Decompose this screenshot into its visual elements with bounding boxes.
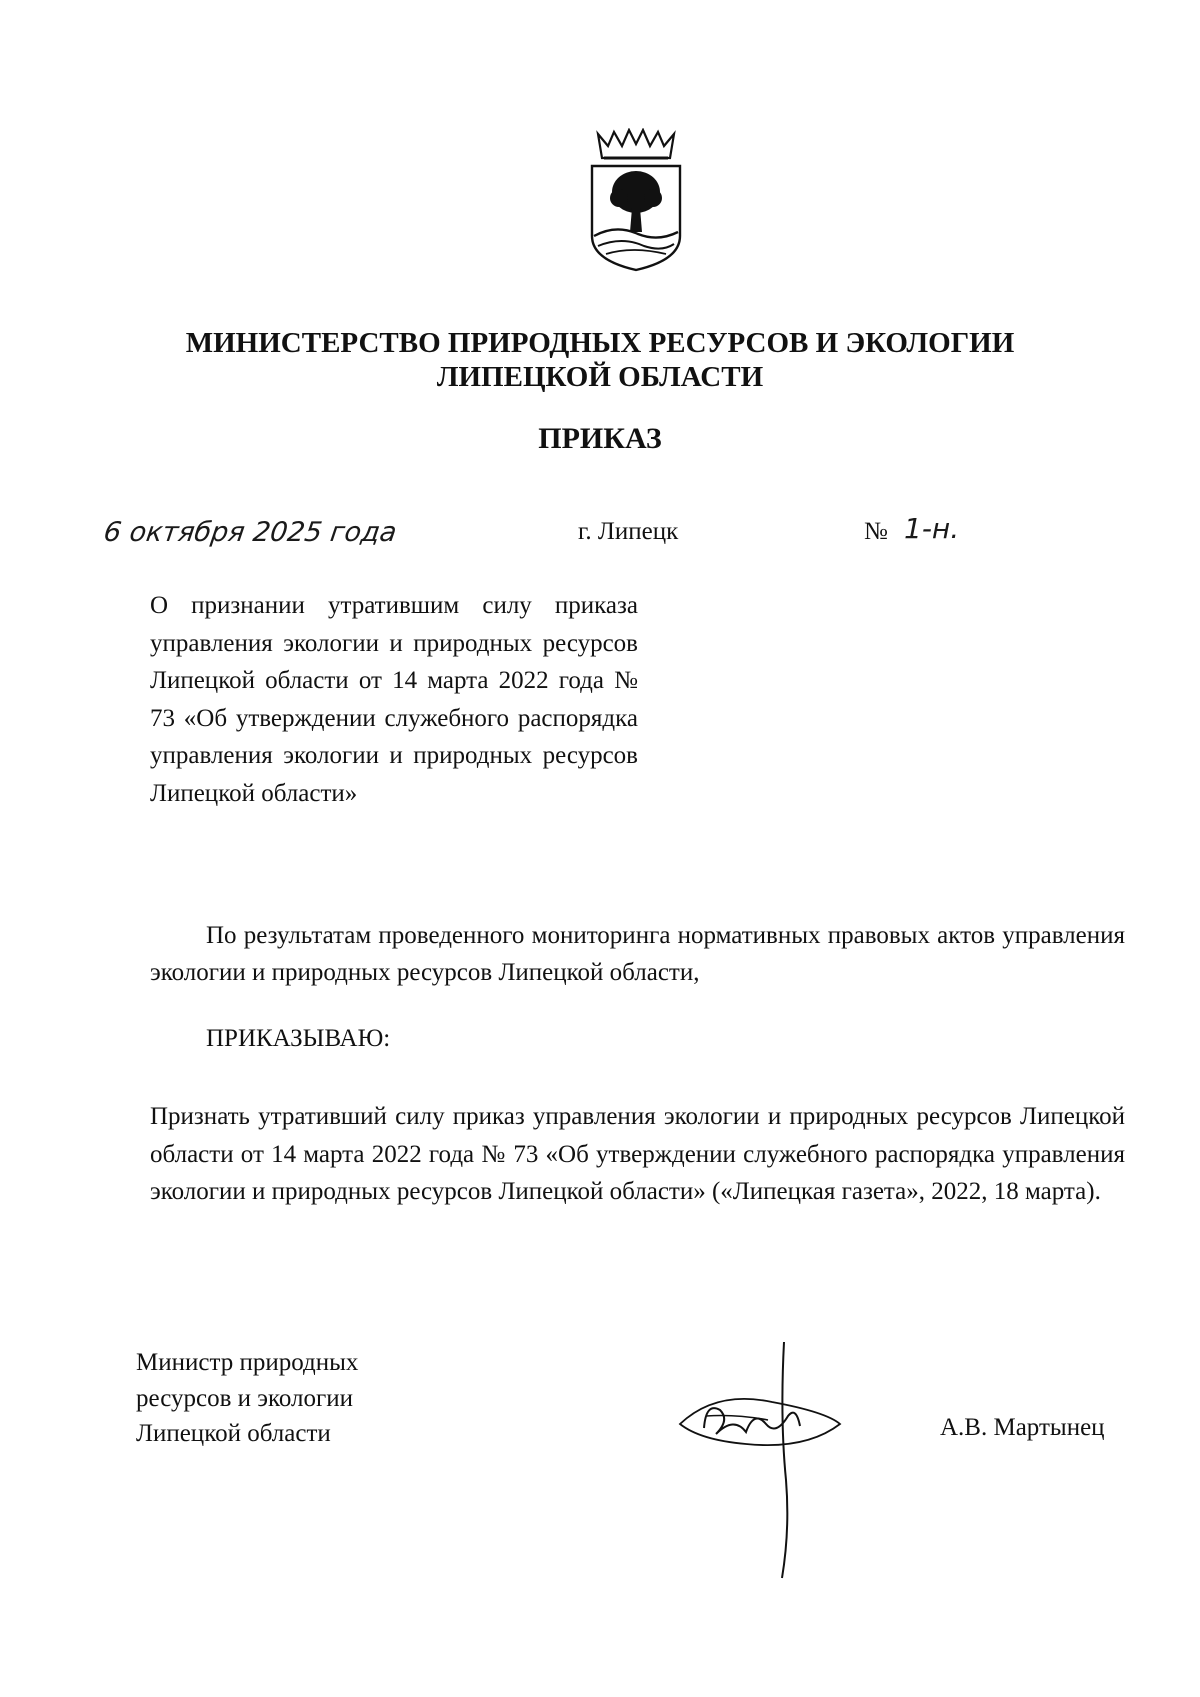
lipetsk-coat-of-arms-icon [586, 128, 686, 274]
signatory-title [136, 1345, 466, 1452]
ministry-name [100, 326, 1100, 394]
order-subject: О признании утратившим силу приказа управления экологии и природных ресурсов Липецкой области от 14 марта 2022 года № 73 «Об утверждении служебного распорядка управления экологии и природных ресурсов Липецкой области» [150, 592, 638, 807]
ministry-line-2: ЛИПЕЦКОЙ ОБЛАСТИ [436, 361, 764, 393]
command-word: ПРИКАЗЫВАЮ: [206, 1025, 391, 1052]
order-body-paragraph: Признать утративший силу приказ управления экологии и природных ресурсов Липецкой области от 14 марта 2022 года № 73 «Об утверждении служебного распорядка управления экологии и природных ресурсов Липецкой области» («Липецкая газета», 2022, 18 марта). [150, 1103, 1125, 1205]
signatory-title-line-1: Министр природных [136, 1349, 359, 1376]
signatory-title-line-2: ресурсов и экологии [136, 1384, 354, 1412]
order-city: г. Липецк [578, 518, 679, 545]
preamble-paragraph: По результатам проведенного мониторинга нормативных правовых актов управления экологии и природных ресурсов Липецкой области, [150, 922, 1125, 986]
ministry-line-1: МИНИСТЕРСТВО ПРИРОДНЫХ РЕСУРСОВ И ЭКОЛОГИИ [185, 327, 1015, 359]
document-type: ПРИКАЗ [538, 422, 662, 455]
signatory-name: А.В. Мартынец [940, 1414, 1105, 1441]
order-number: 1-н. [904, 512, 960, 545]
handwritten-signature-icon [676, 1340, 846, 1580]
order-date: 6 октября 2025 года [101, 517, 399, 548]
signatory-title-line-3: Липецкой области [136, 1420, 331, 1447]
number-sign: № [864, 518, 888, 545]
